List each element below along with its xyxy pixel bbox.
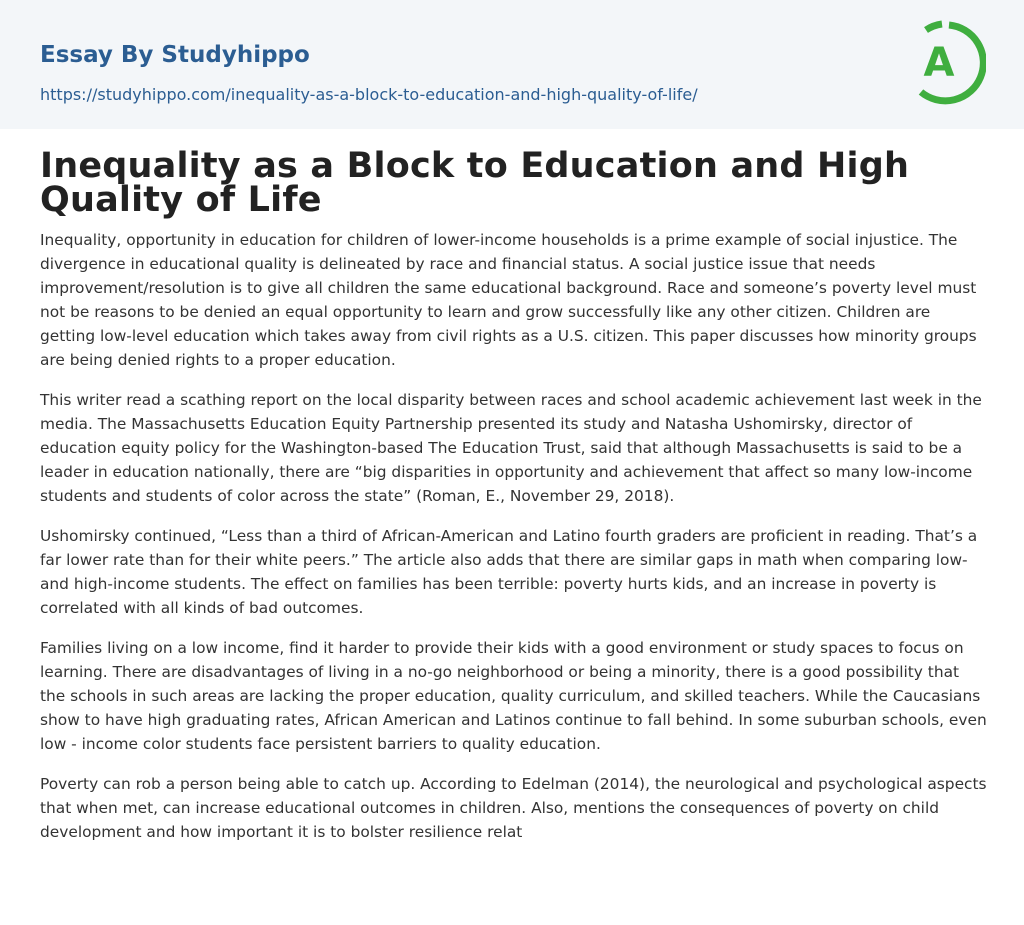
essay-paragraph-2: This writer read a scathing report on the local disparity between races and school academic achievement last week in the media. The Massachusetts Education Equity Partnership presented its study and Natasha Ushomirsky, director of education equity policy for the Washington-based The Education Trust, said that although Massachusetts is said to be a leader in education nationally, there are “big disparities in opportunity and achievement that affect so many low-income students and students of color across the state” (Roman, E., November 29, 2018). <box>40 391 982 505</box>
essay-body <box>40 228 988 860</box>
essay-paragraph-3: Ushomirsky continued, “Less than a third of African-American and Latino fourth graders are proficient in reading. That’s a far lower rate than for their white peers.” The article also adds that there are similar gaps in math when comparing low- and high-income students. The effect on families has been terrible: poverty hurts kids, and an increase in poverty is correlated with all kinds of bad outcomes. <box>40 527 978 617</box>
logo-letter: A <box>923 40 955 86</box>
essay-paragraph-5: Poverty can rob a person being able to catch up. According to Edelman (2014), the neurological and psychological aspects that when met, can increase educational outcomes in children. Also, mentions the consequences of poverty on child development and how important it is to bolster resilience relat <box>40 775 987 841</box>
essay-url-link[interactable]: https://studyhippo.com/inequality-as-a-block-to-education-and-high-quality-of-life/ <box>40 85 698 104</box>
essay-paragraph-4: Families living on a low income, find it harder to provide their kids with a good environment or study spaces to focus on learning. There are disadvantages of living in a no-go neighborhood or being a minority, there is a good possibility that the schools in such areas are lacking the proper education, quality curriculum, and skilled teachers. While the Caucasians show to have high graduating rates, African American and Latinos continue to fall behind. In some suburban schools, even low - income color students face persistent barriers to quality education. <box>40 639 987 753</box>
essay-title: Inequality as a Block to Education and High Quality of Life <box>40 146 910 220</box>
site-title: Essay By Studyhippo <box>40 42 310 68</box>
essay-paragraph-1: Inequality, opportunity in education for children of lower-income households is a prime example of social injustice. The divergence in educational quality is delineated by race and financial status. A social justice issue that needs improvement/resolution is to give all children the same educational background. Race and someone’s poverty level must not be reasons to be denied an equal opportunity to learn and grow successfully like any other citizen. Children are getting low-level education which takes away from civil rights as a U.S. citizen. This paper discusses how minority groups are being denied rights to a proper education. <box>40 231 977 369</box>
